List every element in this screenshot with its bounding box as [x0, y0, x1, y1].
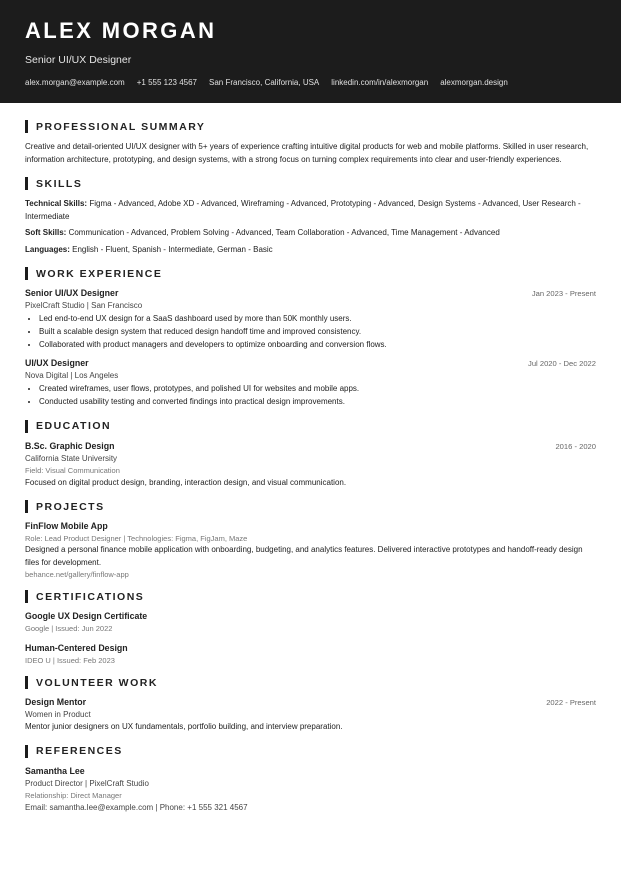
project-text: Designed a personal finance mobile application with onboarding, budgeting, and analytics features. Delivered interactive prototypes and handoff-ready design files for development.: [25, 545, 583, 567]
volunteer-head: [25, 697, 596, 707]
section-title: CERTIFICATIONS: [36, 590, 145, 603]
education-field: Field: Visual Communication: [25, 465, 120, 475]
skill-text: Figma - Advanced, Adobe XD - Advanced, Wireframing - Advanced, Prototyping - Advanced, Design Systems - Advanced, User Research - Intermediate: [25, 199, 581, 221]
job-bullets: [25, 313, 596, 351]
section-certifications: [25, 590, 596, 603]
section-bar: [25, 500, 28, 513]
skill-group: [25, 227, 596, 240]
education-degree: B.Sc. Graphic Design: [25, 440, 115, 451]
education-dates: 2016 - 2020: [555, 441, 596, 451]
certification-name: Human-Centered Design: [25, 643, 128, 654]
certification-meta: Google | Issued: Jun 2022: [25, 624, 113, 634]
section-bar: [25, 267, 28, 280]
job-company: PixelCraft Studio | San Francisco: [25, 301, 143, 310]
education-text: Focused on digital product design, branding, interaction design, and visual communication.: [25, 477, 347, 487]
contact-line: [25, 78, 596, 87]
skill-text: English - Fluent, Spanish - Intermediate, German - Basic: [72, 244, 273, 254]
volunteer-dates: 2022 - Present: [546, 698, 596, 708]
section-projects: [25, 500, 596, 513]
skill-group: [25, 244, 596, 257]
section-bar: [25, 590, 28, 603]
project-name: FinFlow Mobile App: [25, 521, 108, 532]
project-meta: Role: Lead Product Designer | Technologies: Figma, FigJam, Maze: [25, 534, 248, 544]
job-bullets: [25, 383, 596, 409]
candidate-title: Senior UI/UX Designer: [25, 54, 132, 66]
job-bullet: • Built a scalable design system that reduced design handoff time and improved consistency.: [39, 326, 596, 339]
resume-header: [0, 0, 621, 103]
summary-text: Creative and detail-oriented UI/UX designer with 5+ years of experience crafting intuitive digital products for web and mobile platforms. Skilled in user research, information architecture, prototyping, and design systems, with a strong focus on turning complex requirements into clear and user-friendly experiences.: [25, 142, 589, 164]
section-bar: [25, 745, 28, 758]
education-school: California State University: [25, 453, 118, 463]
job-head: [25, 358, 596, 368]
section-title: EDUCATION: [36, 420, 112, 433]
job-bullet: • Conducted usability testing and converted findings into practical design improvements.: [39, 396, 596, 409]
volunteer-text: Mentor junior designers on UX fundamentals, portfolio building, and interview preparation.: [25, 722, 343, 732]
section-title: PROJECTS: [36, 500, 105, 513]
job-role: Senior UI/UX Designer: [25, 288, 119, 298]
section-title: REFERENCES: [36, 745, 123, 758]
volunteer-role: Design Mentor: [25, 697, 87, 708]
job-bullet: • Led end-to-end UX design for a SaaS dashboard used by more than 50K monthly users.: [39, 313, 596, 326]
certification-entry: [25, 643, 596, 665]
section-summary: [25, 120, 596, 133]
skill-label: Soft Skills:: [25, 228, 67, 237]
reference-entry: [25, 766, 596, 812]
job-entry: [25, 288, 596, 351]
section-references: [25, 745, 596, 758]
section-title: VOLUNTEER WORK: [36, 676, 158, 689]
section-title: WORK EXPERIENCE: [36, 267, 163, 280]
resume-body: [0, 120, 621, 812]
section-bar: [25, 120, 28, 133]
certification-name: Google UX Design Certificate: [25, 611, 148, 622]
section-bar: [25, 177, 28, 190]
skill-label: Languages:: [25, 244, 70, 254]
candidate-name: ALEX MORGAN: [25, 18, 217, 43]
certification-meta: IDEO U | Issued: Feb 2023: [25, 656, 115, 666]
job-bullet: • Collaborated with product managers and developers to optimize onboarding and conversion flows.: [39, 339, 596, 352]
education-entry: [25, 441, 596, 490]
project-link[interactable]: behance.net/gallery/finflow-app: [25, 570, 129, 580]
contact-phone[interactable]: +1 555 123 4567: [136, 78, 197, 87]
reference-contact: Email: samantha.lee@example.com | Phone: +1 555 321 4567: [25, 802, 248, 812]
contact-email[interactable]: alex.morgan@example.com: [25, 78, 125, 87]
section-bar: [25, 420, 28, 433]
section-title: PROFESSIONAL SUMMARY: [36, 120, 206, 133]
contact-location: San Francisco, California, USA: [209, 78, 320, 87]
job-head: [25, 288, 596, 298]
job-role: UI/UX Designer: [25, 358, 89, 369]
section-experience: [25, 267, 596, 280]
reference-relationship: Relationship: Direct Manager: [25, 790, 122, 800]
education-head: [25, 441, 596, 451]
certification-entry: [25, 611, 596, 633]
section-skills: [25, 177, 596, 190]
reference-name: Samantha Lee: [25, 765, 85, 776]
job-company: Nova Digital | Los Angeles: [25, 371, 119, 381]
contact-website[interactable]: alexmorgan.design: [440, 78, 508, 87]
project-entry: [25, 521, 596, 579]
reference-position: Product Director | PixelCraft Studio: [25, 778, 149, 788]
job-dates: Jul 2020 - Dec 2022: [528, 359, 596, 369]
skill-group: [25, 198, 596, 223]
section-volunteer: [25, 676, 596, 689]
section-title: SKILLS: [36, 177, 83, 190]
job-dates: Jan 2023 - Present: [531, 289, 596, 298]
skill-label: Technical Skills:: [25, 199, 88, 208]
job-entry: [25, 358, 596, 409]
section-education: [25, 420, 596, 433]
section-bar: [25, 676, 28, 689]
contact-linkedin[interactable]: linkedin.com/in/alexmorgan: [331, 78, 429, 87]
job-bullet: • Created wireframes, user flows, prototypes, and polished UI for websites and mobile apps.: [39, 383, 596, 396]
skill-text: Communication - Advanced, Problem Solving - Advanced, Team Collaboration - Advanced, Time Management - Advanced: [68, 228, 500, 237]
volunteer-entry: [25, 697, 596, 734]
volunteer-org: Women in Product: [25, 710, 91, 720]
